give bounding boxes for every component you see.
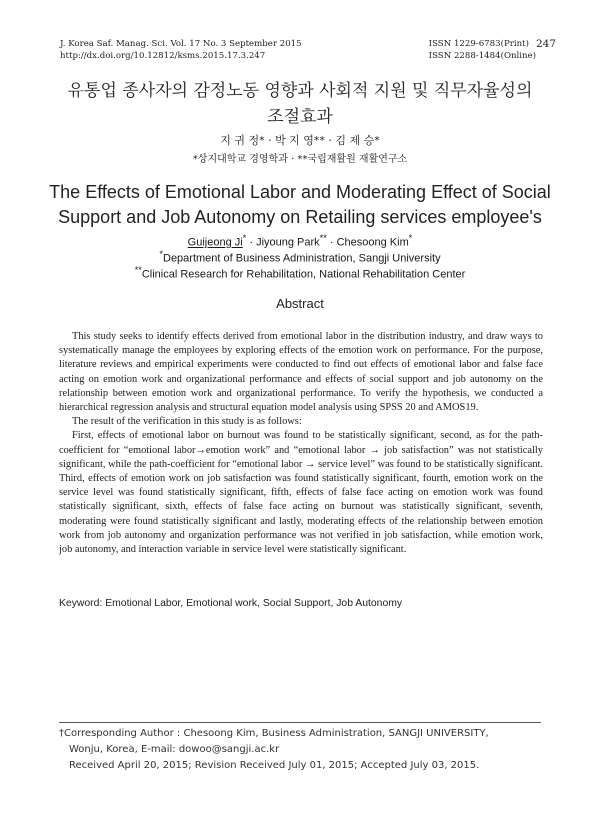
affiliation2-mark: ** [134, 265, 142, 275]
english-affiliation-1 [40, 249, 560, 265]
footnote-divider [59, 722, 541, 723]
author2-mark: ** [319, 233, 327, 243]
korean-authors: 지 귀 정* · 박 지 영** · 김 제 승* [220, 134, 380, 147]
author1-mark: * [242, 233, 247, 243]
korean-title-line2: 조절효과 [267, 107, 333, 127]
abstract-paragraph-3: First, effects of emotional labor on burnout was found to be statistically significant, second, as for the path-coefficient for “emotional labor→emotion work” and “emotional labor → job satisfaction” was not statistically significant, while the path-coefficient for “emotional labor → service level” was found to be statistically significant. Third, effects of emotion work on job satisfaction was found statistically significant, fourth, emotion work on the service level was found statistically significant, fifth, effects of false face acting on emotion work was found statistically significant, sixth, effects of false face acting on burnout was statistically significant, seventh, moderating were found statistically significant and lastly, moderating effects of the relationship between emotion work from job autonomy and organization performance was not verified in job satisfaction, while emotion work, job autonomy, and interaction variable in service level were statistically significant. [59, 430, 543, 556]
abstract-body [59, 330, 543, 557]
issn-online: ISSN 2288-1484(Online) [428, 51, 536, 61]
doi-link[interactable]: http://dx.doi.org/10.12812/ksms.2015.17.3.247 [60, 51, 266, 61]
affiliation2-text: Clinical Research for Rehabilitation, National Rehabilitation Center [141, 268, 466, 281]
affiliation1-mark: * [159, 249, 163, 259]
author-jiyoung-park: · Jiyoung Park [246, 236, 320, 249]
abstract-paragraph-1: This study seeks to identify effects derived from emotional labor in the distribution industry, and draw ways to systematically manage the employees by exploring effects of the emotion work on performance. For the purpose, literature reviews and empirical experiments were conducted to find out effects of emotional labor and false face acting on emotion work and organizational performance and effects of social support and job autonomy on the relationship between emotion work and organizational performance. To verify the hypothesis, we conducted a hierarchical regression analysis and structural equation model analysis using SPSS 20 and AMOS19. [59, 331, 543, 414]
author3-mark: * [408, 233, 413, 243]
keywords: Keyword: Emotional Labor, Emotional work, Social Support, Job Autonomy [59, 598, 403, 609]
abstract-heading: Abstract [276, 296, 324, 311]
journal-citation: J. Korea Saf. Manag. Sci. Vol. 17 No. 3 September 2015 [60, 39, 302, 49]
footnote [59, 726, 543, 774]
header-left [60, 38, 302, 62]
corresponding-author: †Corresponding Author : Chesoong Kim, Business Administration, SANGJI UNIVERSITY, [59, 728, 489, 739]
korean-title [40, 78, 560, 130]
english-title-line2: Support and Job Autonomy on Retailing services employee's [58, 207, 542, 227]
korean-affiliation: *상지대학교 경영학과 · **국립재활원 재활연구소 [192, 154, 408, 165]
abstract-paragraph-2: The result of the verification in this study is as follows: [72, 416, 302, 428]
english-title-line1: The Effects of Emotional Labor and Moderating Effect of Social [49, 182, 551, 202]
issn-print: ISSN 1229-6783(Print) [428, 39, 529, 49]
author-chesoong-kim: · Chesoong Kim [326, 236, 409, 249]
header-right [429, 38, 536, 62]
author-guijeong-ji: Guijeong Ji [187, 236, 243, 249]
corresponding-contact: Wonju, Korea, E-mail: dowoo@sangji.ac.kr [69, 744, 280, 755]
english-title [40, 180, 560, 230]
korean-title-line1: 유통업 종사자의 감정노동 영향과 사회적 지원 및 직무자율성의 [67, 81, 533, 101]
received-dates: Received April 20, 2015; Revision Received July 01, 2015; Accepted July 03, 2015. [69, 760, 480, 771]
english-affiliation-2 [40, 265, 560, 281]
english-authors [40, 233, 560, 249]
affiliation1-text: Department of Business Administration, Sangji University [163, 252, 441, 265]
page-number: 247 [535, 38, 556, 50]
